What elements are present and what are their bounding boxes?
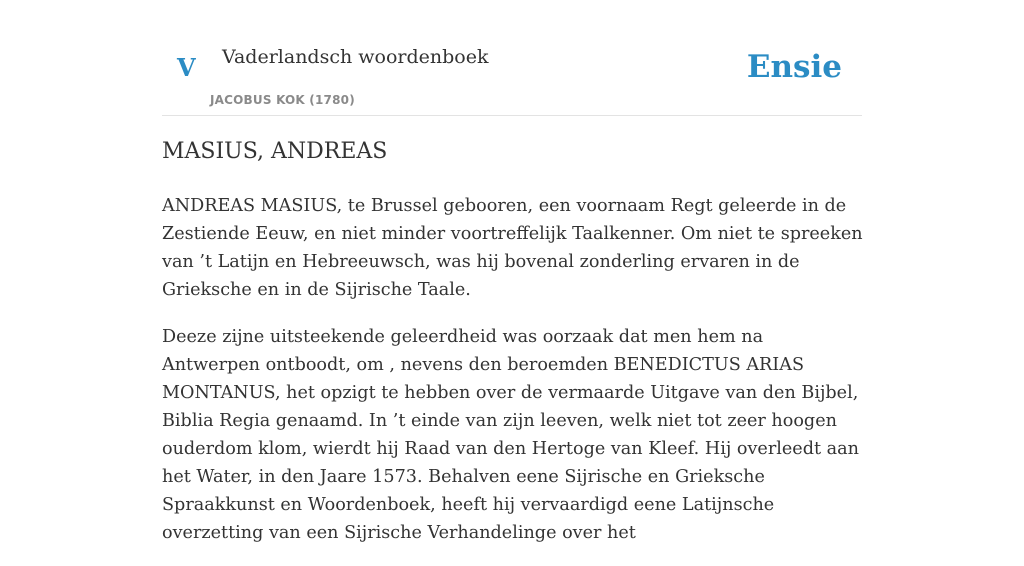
brand-logo[interactable]: Ensie <box>746 49 842 85</box>
entry-title: MASIUS, ANDREAS <box>162 139 388 164</box>
book-letter-link[interactable]: V <box>177 53 196 82</box>
book-author: JACOBUS KOK (1780) <box>210 93 355 107</box>
entry-content <box>162 192 864 566</box>
book-title[interactable]: Vaderlandsch woordenboek <box>222 46 489 68</box>
entry-paragraph-2: Deeze zijne uitsteekende geleerdheid was oorzaak dat men hem na Antwerpen ontboodt, om , nevens den beroemden BENEDICTUS ARIAS MONTANUS, het opzigt te hebben over de vermaarde Uitgave van den Bijbel, Biblia Regia genaamd. In ’t einde van zijn leeven, welk niet tot zeer hoogen ouderdom klom, wierdt hij Raad van den Hertoge van Kleef. Hij overleedt aan het Water, in den Jaare 1573. Behalven eene Sijrische en Grieksche Spraakkunst en Woordenboek, heeft hij vervaardigd eene Latijnsche overzetting van een Sijrische Verhandelinge over het <box>162 327 859 543</box>
entry-paragraph-1: ANDREAS MASIUS, te Brussel gebooren, een voornaam Regt geleerde in de Zestiende Eeuw, en niet minder voortreffelijk Taalkenner. Om niet te spreeken van ’t Latijn en Hebreeuwsch, was hij bovenal zonderling ervaren in de Grieksche en in de Sijrische Taale. <box>162 196 863 300</box>
book-header <box>162 40 862 116</box>
